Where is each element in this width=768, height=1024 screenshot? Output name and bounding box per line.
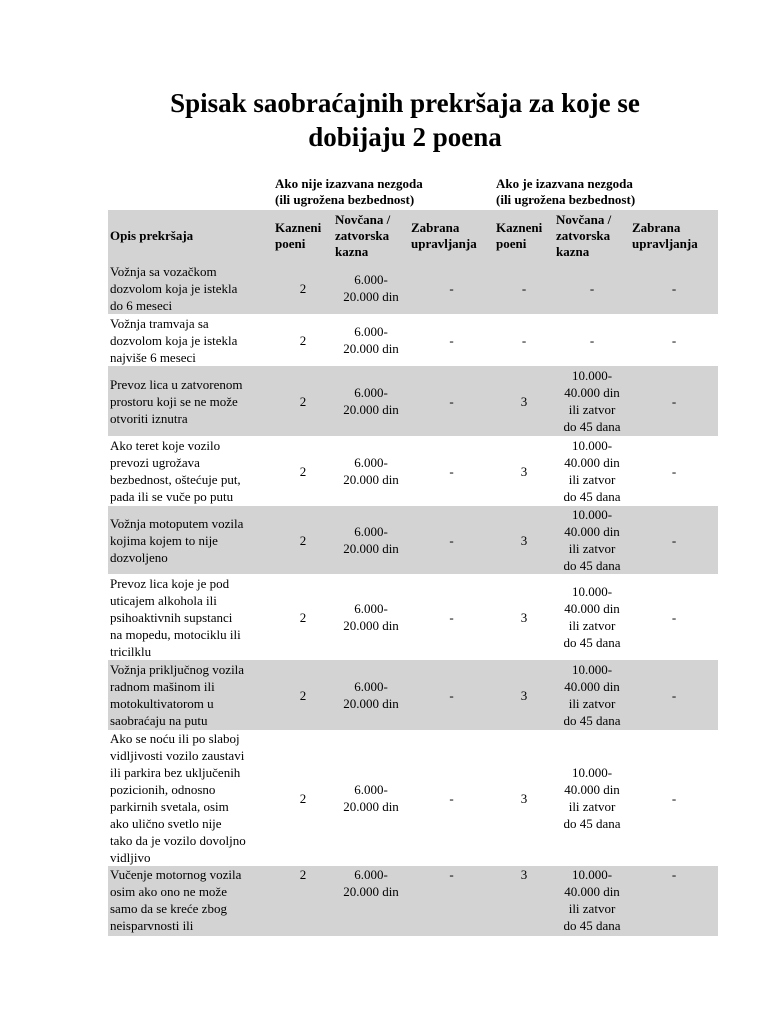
cell-line: do 45 dana (563, 489, 621, 504)
cell-line: parkirnih svetala, osim (110, 799, 229, 814)
driving-ban (409, 436, 494, 506)
penalty-points (273, 506, 333, 574)
cell-line: 6.000- (354, 524, 388, 539)
cell-line: ili zatvor (568, 402, 616, 417)
cell-line: najviše 6 meseci (110, 349, 196, 365)
cell-line: 20.000 din (343, 472, 399, 487)
cell-line: tricilklu (110, 643, 152, 659)
fine-amount (333, 314, 409, 366)
header-line: kazna (556, 244, 590, 259)
cell-value: - (671, 867, 677, 882)
cell-value: - (671, 280, 677, 296)
fine-amount (333, 660, 409, 730)
cell-line: dozvolom koja je istekla (110, 332, 238, 348)
driving-ban (409, 574, 494, 660)
cell-value: 2 (299, 280, 307, 296)
table-row (108, 866, 718, 936)
offence-description (108, 574, 273, 660)
header-line: upravljanja (411, 236, 477, 251)
cell-line: 40.000 din (564, 455, 620, 470)
cell-line: 6.000- (354, 867, 388, 882)
header-line: Zabrana (632, 220, 681, 235)
fine-amount (333, 730, 409, 866)
cell-line: 20.000 din (343, 884, 399, 899)
cell-line: neisparvnosti ili (110, 918, 194, 933)
cell-value: - (449, 790, 454, 806)
header-line: Kazneni (496, 220, 543, 235)
cell-line: ili zatvor (568, 799, 616, 814)
group-header-line: Ako je izazvana nezgoda (496, 176, 633, 191)
cell-line: Vožnja priključnog vozila (110, 662, 245, 677)
driving-ban (409, 730, 494, 866)
offence-description (108, 262, 273, 314)
cell-line: tako da je vozilo dovoljno (110, 833, 246, 848)
cell-line: uticajem alkohola ili (110, 592, 217, 608)
fine-amount-accident (554, 660, 630, 730)
cell-value: - (449, 532, 454, 548)
cell-line: Vožnja motoputem vozila (110, 515, 244, 531)
offence-description (108, 730, 273, 866)
cell-line: osim ako ono ne može (110, 884, 227, 899)
title-line: dobijaju 2 poena (308, 122, 502, 152)
cell-line: otvoriti iznutra (110, 410, 188, 426)
title-line: Spisak saobraćajnih prekršaja za koje se (170, 88, 640, 118)
group-header-line: Ako nije izazvana nezgoda (275, 176, 423, 191)
penalty-points-accident (494, 506, 554, 574)
cell-value: - (671, 332, 677, 348)
fine-amount-accident (554, 506, 630, 574)
driving-ban (409, 660, 494, 730)
cell-line: do 45 dana (563, 816, 621, 831)
cell-value: - (671, 532, 677, 548)
cell-line: 10.000- (571, 867, 613, 882)
cell-line: 6.000- (354, 272, 388, 287)
cell-value: 2 (299, 532, 307, 548)
penalty-points-accident (494, 262, 554, 314)
cell-value: 3 (520, 687, 528, 703)
penalty-points (273, 314, 333, 366)
cell-value: 2 (299, 332, 307, 348)
fine-amount-accident (554, 262, 630, 314)
driving-ban (409, 262, 494, 314)
driving-ban-accident (630, 262, 718, 314)
driving-ban (409, 366, 494, 436)
cell-line: vidljivosti vozilo zaustavi (110, 748, 245, 763)
cell-line: Vožnja sa vozačkom (110, 263, 217, 279)
table-row (108, 314, 718, 366)
header-line: poeni (496, 236, 527, 251)
header-ban (409, 210, 494, 262)
penalty-points-accident (494, 314, 554, 366)
cell-line: samo da se kreće zbog (110, 901, 227, 916)
cell-value: 3 (520, 463, 528, 479)
cell-value: 3 (520, 532, 528, 548)
cell-line: pada ili se vuče po putu (110, 489, 234, 504)
penalty-points (273, 866, 333, 936)
cell-line: 10.000- (571, 584, 613, 599)
cell-line: do 6 meseci (110, 297, 173, 313)
fine-amount-accident (554, 436, 630, 506)
cell-line: dozvolom koja je istekla (110, 280, 238, 296)
table-row (108, 574, 718, 660)
header-line: Novčana / (335, 212, 391, 227)
header-line: kazna (335, 244, 369, 259)
cell-value: - (671, 393, 677, 409)
header-points (273, 210, 333, 262)
cell-value: 2 (299, 609, 307, 625)
penalty-points-accident (494, 574, 554, 660)
cell-value: 3 (520, 790, 528, 806)
cell-line: - (589, 280, 595, 296)
cell-value: 3 (520, 867, 528, 882)
cell-value: - (671, 687, 677, 703)
driving-ban (409, 506, 494, 574)
cell-line: do 45 dana (563, 713, 621, 728)
cell-value: 2 (299, 867, 307, 882)
cell-line: 20.000 din (343, 618, 399, 633)
fine-amount-accident (554, 730, 630, 866)
cell-value: - (449, 393, 454, 409)
driving-ban (409, 866, 494, 936)
cell-line: dozvoljeno (110, 549, 168, 565)
header-line: poeni (275, 236, 306, 251)
fine-amount (333, 366, 409, 436)
cell-line: prevozi ugrožava (110, 455, 200, 470)
header-fine (554, 210, 630, 262)
cell-value: 2 (299, 463, 307, 479)
cell-value: - (449, 280, 454, 296)
cell-line: 20.000 din (343, 696, 399, 711)
cell-line: ili zatvor (568, 901, 616, 916)
header-line: upravljanja (632, 236, 698, 251)
table-row (108, 436, 718, 506)
cell-line: 40.000 din (564, 884, 620, 899)
cell-line: ako ulično svetlo nije (110, 816, 222, 831)
fine-amount-accident (554, 314, 630, 366)
penalty-points-accident (494, 730, 554, 866)
cell-line: saobraćaju na putu (110, 713, 208, 728)
cell-value: 2 (299, 393, 307, 409)
cell-value: - (521, 332, 527, 348)
group-header-line: (ili ugrožena bezbednost) (496, 192, 636, 207)
cell-value: - (449, 609, 454, 625)
cell-line: do 45 dana (563, 918, 621, 933)
cell-line: 6.000- (354, 385, 388, 400)
cell-line: 40.000 din (564, 524, 620, 539)
fine-amount (333, 506, 409, 574)
table-body (108, 262, 718, 936)
header-line: zatvorska (556, 228, 611, 243)
fine-amount (333, 262, 409, 314)
cell-line: 20.000 din (343, 289, 399, 304)
cell-line: na mopedu, motociklu ili (110, 626, 241, 642)
document-title (100, 86, 710, 154)
cell-line: 20.000 din (343, 541, 399, 556)
header-line: zatvorska (335, 228, 390, 243)
group-header-line: (ili ugrožena bezbednost) (275, 192, 415, 207)
cell-line: Ako se noću ili po slaboj (110, 731, 240, 746)
fine-amount-accident (554, 866, 630, 936)
table-row (108, 366, 718, 436)
penalty-points (273, 366, 333, 436)
cell-value: 3 (520, 393, 528, 409)
cell-line: ili zatvor (568, 472, 616, 487)
cell-line: 10.000- (571, 368, 613, 383)
driving-ban-accident (630, 866, 718, 936)
cell-line: vidljivo (110, 850, 151, 865)
cell-line: psihoaktivnih supstanci (110, 609, 233, 625)
header-line: Novčana / (556, 212, 612, 227)
cell-line: prostoru koji se ne može (110, 393, 238, 409)
cell-line: 10.000- (571, 438, 613, 453)
group-header-accident (496, 176, 635, 208)
cell-value: - (449, 867, 454, 882)
cell-value: - (671, 609, 677, 625)
offence-description (108, 366, 273, 436)
cell-value: - (449, 463, 454, 479)
penalty-points (273, 262, 333, 314)
table-row (108, 660, 718, 730)
fine-amount (333, 574, 409, 660)
header-points (494, 210, 554, 262)
header-line: Kazneni (275, 220, 322, 235)
header-ban (630, 210, 718, 262)
cell-value: - (449, 687, 454, 703)
table-row (108, 506, 718, 574)
cell-line: 10.000- (571, 662, 613, 677)
cell-value: 3 (520, 609, 528, 625)
cell-value: - (521, 280, 527, 296)
cell-line: Prevoz lica koje je pod (110, 575, 230, 591)
penalty-points-accident (494, 366, 554, 436)
cell-line: 6.000- (354, 324, 388, 339)
cell-line: 6.000- (354, 455, 388, 470)
cell-line: kojima kojem to nije (110, 532, 218, 548)
table-header-row (108, 210, 718, 262)
fine-amount (333, 436, 409, 506)
cell-line: ili zatvor (568, 541, 616, 556)
penalty-points-accident (494, 660, 554, 730)
cell-line: 20.000 din (343, 799, 399, 814)
header-line: Zabrana (411, 220, 460, 235)
driving-ban-accident (630, 314, 718, 366)
cell-line: 40.000 din (564, 385, 620, 400)
table-row (108, 262, 718, 314)
cell-line: 6.000- (354, 782, 388, 797)
cell-line: Ako teret koje vozilo (110, 438, 221, 453)
fine-amount (333, 866, 409, 936)
cell-line: do 45 dana (563, 558, 621, 573)
cell-value: 2 (299, 687, 307, 703)
cell-line: 40.000 din (564, 601, 620, 616)
offence-description (108, 436, 273, 506)
cell-value: - (671, 463, 677, 479)
header-description (108, 210, 273, 262)
driving-ban-accident (630, 574, 718, 660)
offence-description (108, 506, 273, 574)
cell-line: Prevoz lica u zatvorenom (110, 376, 243, 392)
cell-value: - (671, 790, 677, 806)
driving-ban-accident (630, 506, 718, 574)
cell-line: 40.000 din (564, 679, 620, 694)
cell-line: 10.000- (571, 507, 613, 522)
cell-line: do 45 dana (563, 419, 621, 434)
driving-ban (409, 314, 494, 366)
cell-line: 6.000- (354, 601, 388, 616)
cell-line: motokultivatorom u (110, 696, 214, 711)
cell-line: bezbednost, oštećuje put, (110, 472, 241, 487)
fine-amount-accident (554, 366, 630, 436)
cell-line: Vožnja tramvaja sa (110, 315, 209, 331)
penalty-points (273, 436, 333, 506)
penalty-points (273, 660, 333, 730)
cell-line: ili zatvor (568, 618, 616, 633)
cell-line: pozicionih, odnosno (110, 782, 216, 797)
cell-line: Vučenje motornog vozila (110, 867, 242, 882)
header-fine (333, 210, 409, 262)
cell-line: 20.000 din (343, 341, 399, 356)
cell-value: - (449, 332, 454, 348)
penalty-points (273, 730, 333, 866)
penalty-points (273, 574, 333, 660)
cell-line: radnom mašinom ili (110, 679, 215, 694)
offence-description (108, 866, 273, 936)
driving-ban-accident (630, 436, 718, 506)
cell-line: ili zatvor (568, 696, 616, 711)
cell-line: ili parkira bez uključenih (110, 765, 241, 780)
cell-line: 6.000- (354, 679, 388, 694)
group-header-no-accident (275, 176, 423, 208)
cell-line: do 45 dana (563, 635, 621, 650)
driving-ban-accident (630, 730, 718, 866)
penalty-points-accident (494, 866, 554, 936)
cell-line: 40.000 din (564, 782, 620, 797)
offence-description (108, 314, 273, 366)
offences-table (108, 210, 718, 936)
fine-amount-accident (554, 574, 630, 660)
cell-value: 2 (299, 790, 307, 806)
driving-ban-accident (630, 366, 718, 436)
penalty-points-accident (494, 436, 554, 506)
cell-line: 20.000 din (343, 402, 399, 417)
cell-line: - (589, 332, 595, 348)
table-row (108, 730, 718, 866)
header-line: Opis prekršaja (110, 228, 194, 243)
driving-ban-accident (630, 660, 718, 730)
cell-line: 10.000- (571, 765, 613, 780)
offence-description (108, 660, 273, 730)
